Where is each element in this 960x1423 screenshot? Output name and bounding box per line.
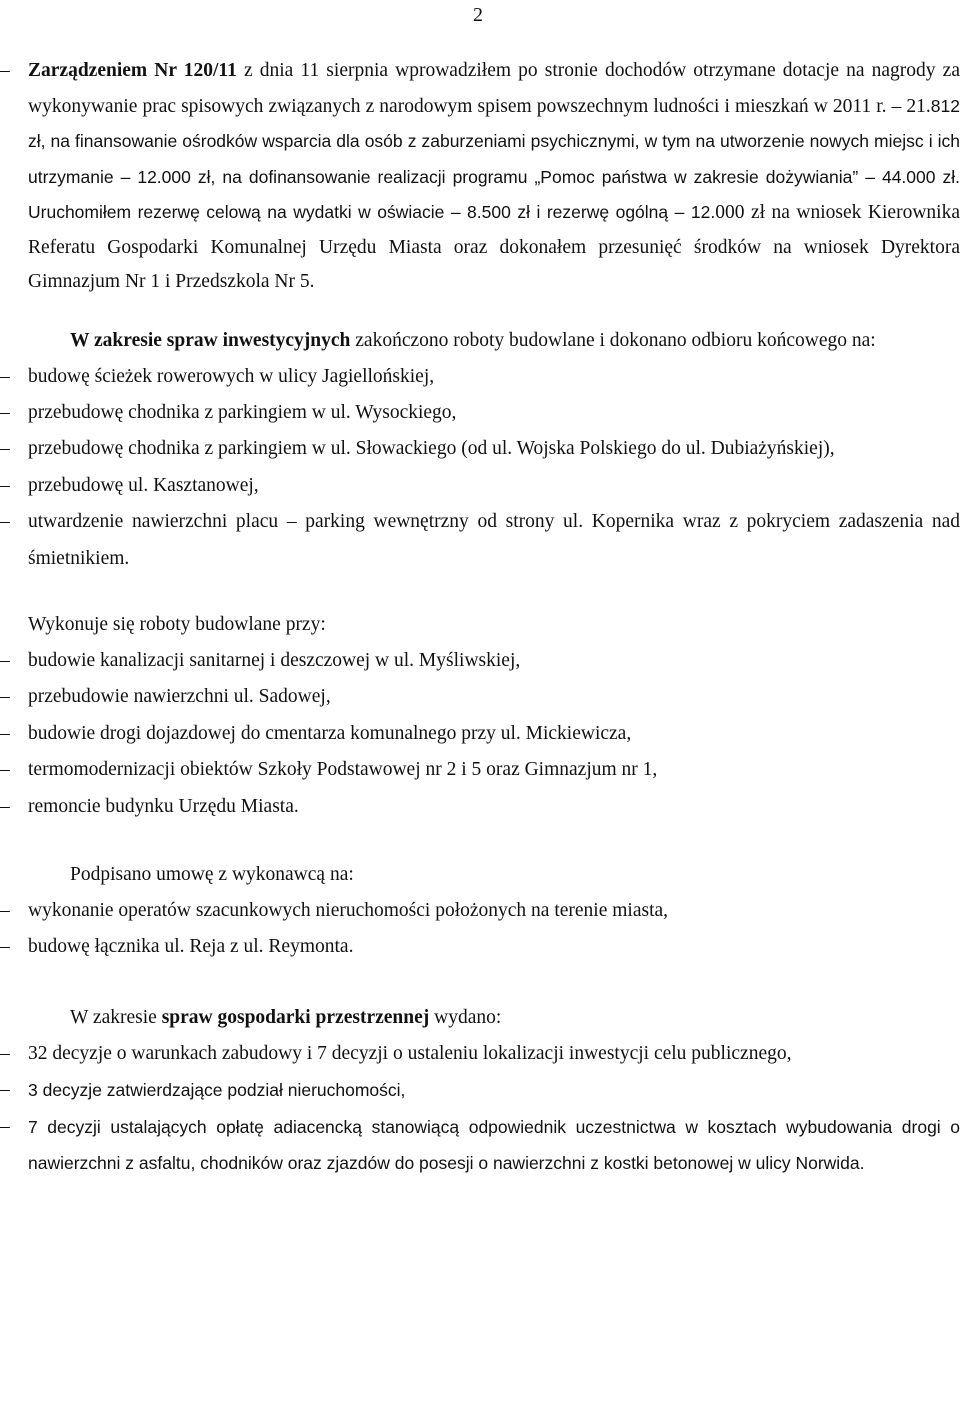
list-item: – przebudowę ul. Kasztanowej, <box>0 474 259 496</box>
planning-heading-bold: spraw gospodarki przestrzennej <box>161 1006 430 1028</box>
list-item: – przebudowę chodnika z parkingiem w ul. Wysockiego, <box>0 401 457 423</box>
list-item: – przebudowie nawierzchni ul. Sadowej, <box>0 686 331 708</box>
list-item: – wykonanie operatów szacunkowych nieruchomości położonych na terenie miasta, <box>0 899 669 921</box>
planning-heading: W zakresie spraw gospodarki przestrzennej wydano: <box>70 1006 502 1028</box>
list-item: – remoncie budynku Urzędu Miasta. <box>0 795 299 817</box>
list-item: – 3 decyzje zatwierdzające podział nieruchomości, <box>0 1079 406 1101</box>
document-body <box>0 54 960 1181</box>
contracts-heading: Podpisano umowę z wykonawcą na: <box>70 863 354 885</box>
investments-list <box>0 359 960 577</box>
contracts-list <box>0 893 960 966</box>
investments-heading-bold: W zakresie spraw inwestycyjnych <box>70 329 351 351</box>
ongoing-heading: Wykonuje się roboty budowlane przy: <box>28 613 326 635</box>
intro-text-part-3: 000 zł na wniosek Kierownika Referatu Gospodarki Komunalnej Urzędu Miasta oraz dokonałem przesunięć środków na wniosek Dyrektora Gimnazjum Nr 1 i Przedszkola Nr 5. <box>28 202 960 292</box>
intro-text-part-1: z dnia 11 sierpnia wprowadziłem po stronie dochodów otrzymane dotacje na nagrody za wykonywanie prac spisowych związanych z narodowym spisem powszechnym ludności i mieszkań w 2011 r. – 21. <box>28 60 960 117</box>
investments-paragraph <box>0 322 960 359</box>
list-item: – budowę łącznika ul. Reja z ul. Reymonta. <box>0 936 354 958</box>
list-item: – przebudowę chodnika z parkingiem w ul. Słowackiego (od ul. Wojska Polskiego do ul. Dubiażyńskiej), <box>0 438 835 460</box>
list-item: – utwardzenie nawierzchni placu – parking wewnętrzny od strony ul. Kopernika wraz z pokryciem zadaszenia nad śmietnikiem. <box>0 511 960 569</box>
intro-paragraph <box>0 54 960 300</box>
page-number: 2 <box>473 4 483 26</box>
intro-text-part-2: 812 zł, na finansowanie ośrodków wsparcia dla osób z zaburzeniami psychicznymi, w tym na utworzenie nowych miejsc i ich utrzymanie – 12.000 zł, na dofinansowanie realizacji programu „Pomoc państwa w zakresie dożywiania” – 44.000 zł. Uruchomiłem rezerwę celową na wydatki w oświacie – 8.500 zł i rezerwę ogólną – 12. <box>28 95 960 222</box>
list-item: – 7 decyzji ustalających opłatę adiacencką stanowiącą odpowiednik uczestnictwa w kosztach wybudowania drogi o nawierzchni z asfaltu, chodników oraz zjazdów do posesji o nawierzchni z kostki betonowej w ulicy Norwida. <box>0 1115 960 1173</box>
intro-ordinance-ref: Zarządzeniem Nr 120/11 <box>28 60 237 81</box>
list-item: – budowę ścieżek rowerowych w ulicy Jagiellońskiej, <box>0 365 435 387</box>
dash-bullet: – <box>0 60 10 81</box>
list-item: – budowie kanalizacji sanitarnej i deszczowej w ul. Myśliwskiej, <box>0 649 521 671</box>
planning-list <box>0 1036 960 1182</box>
ongoing-list <box>0 643 960 825</box>
list-item: – 32 decyzje o warunkach zabudowy i 7 decyzji o ustaleniu lokalizacji inwestycji celu publicznego, <box>0 1042 792 1064</box>
investments-heading-text: zakończono roboty budowlane i dokonano odbioru końcowego na: <box>350 329 876 351</box>
list-item: – termomodernizacji obiektów Szkoły Podstawowej nr 2 i 5 oraz Gimnazjum nr 1, <box>0 759 658 781</box>
list-item: – budowie drogi dojazdowej do cmentarza komunalnego przy ul. Mickiewicza, <box>0 722 632 744</box>
